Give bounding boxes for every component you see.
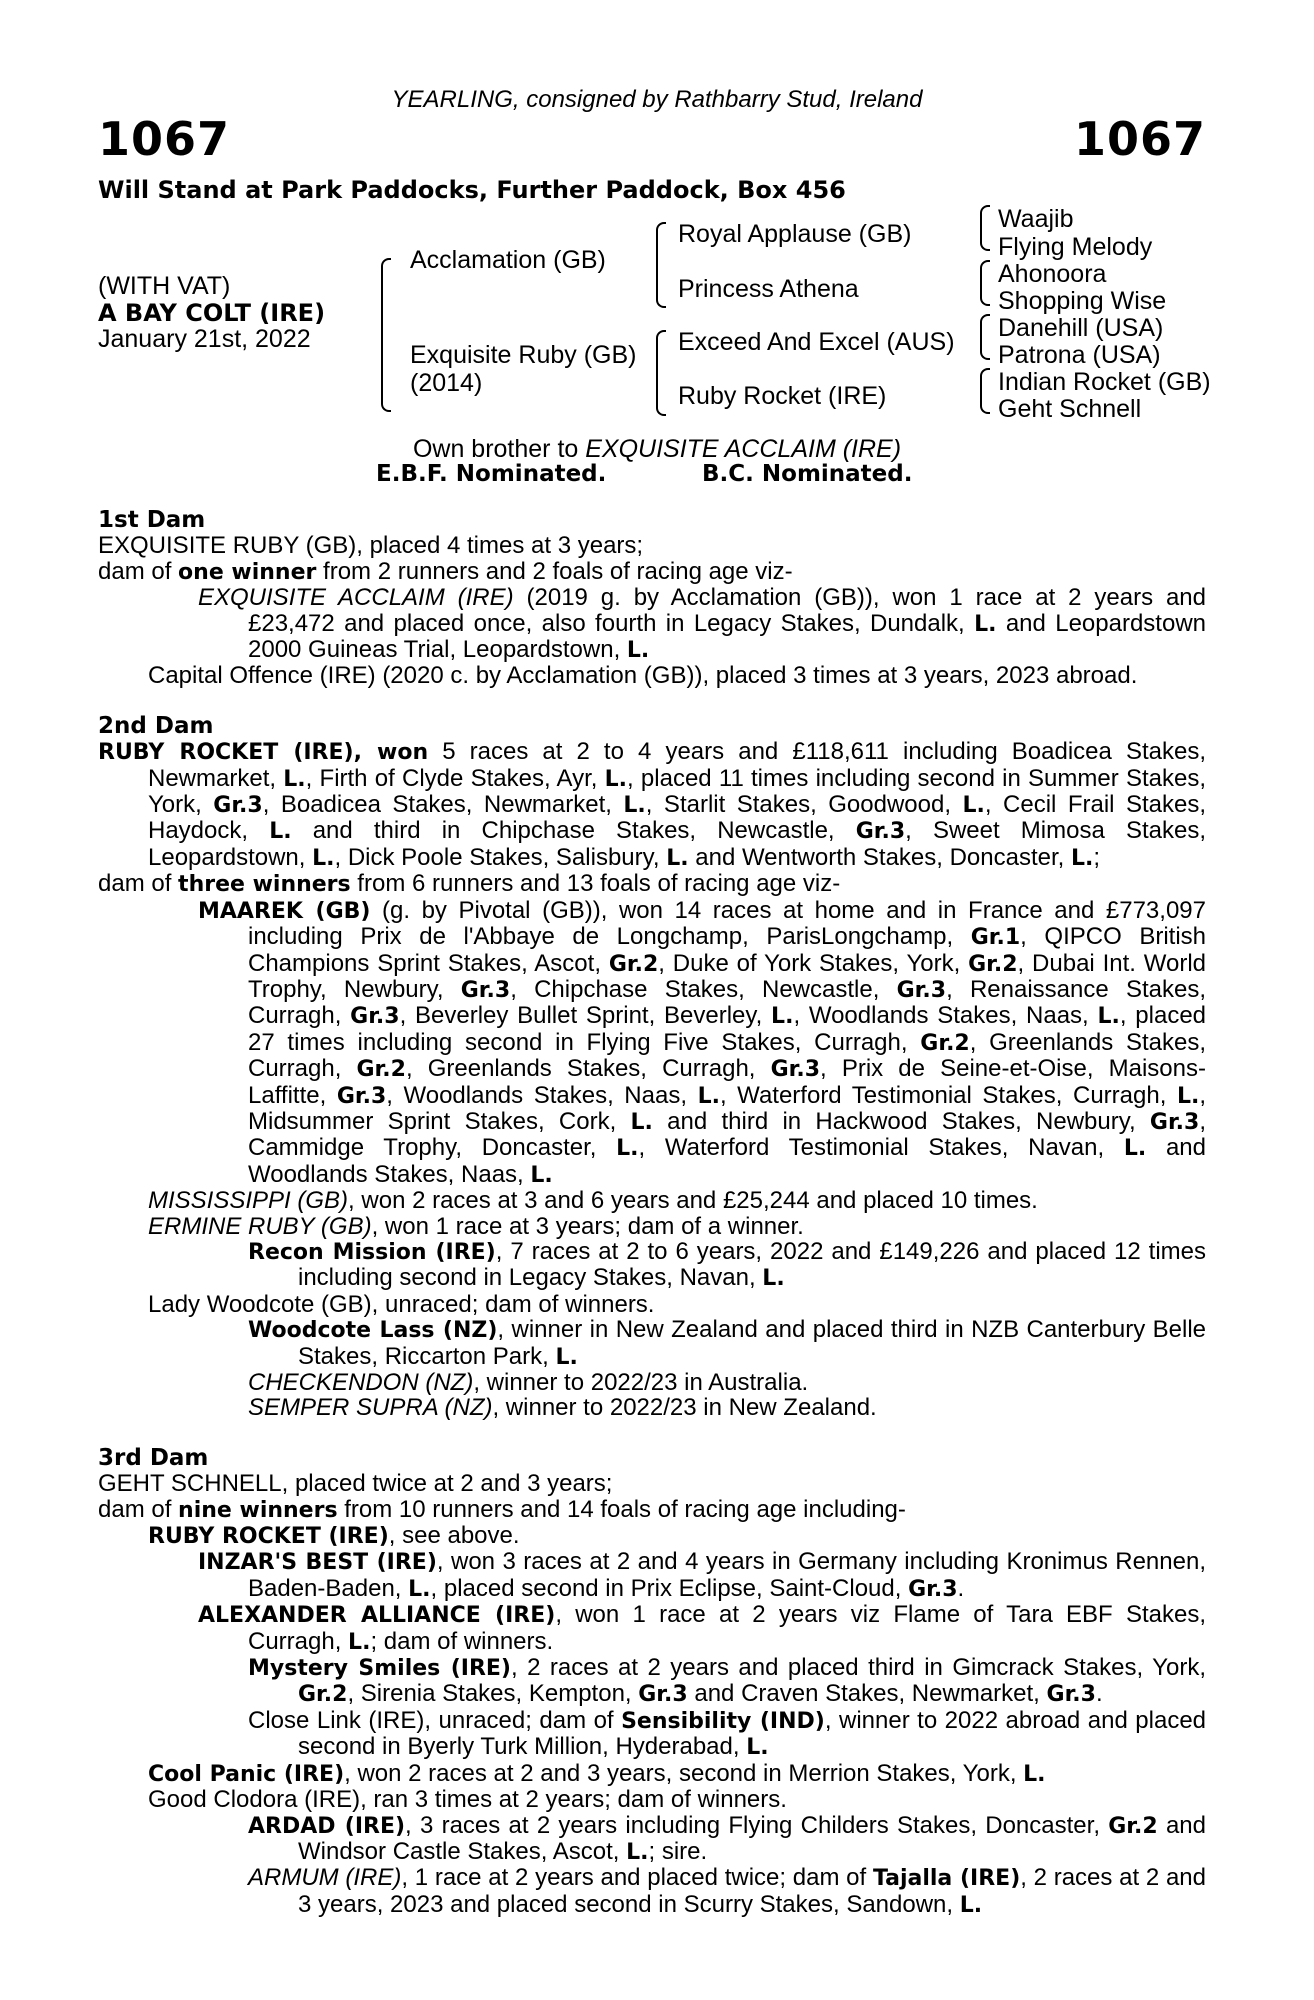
- third-dam-entry-alexander-alliance: ALEXANDER ALLIANCE (IRE), won 1 race at 2 years viz Flame of Tara EBF Stakes, Curragh, L.; dam of winners.: [198, 1601, 1207, 1655]
- pedigree-brace-sire: [656, 222, 666, 308]
- dam-name: Exquisite Ruby (GB): [410, 341, 637, 369]
- sire-dam-name: Princess Athena: [678, 275, 859, 303]
- great-grandsire-2: Ahonoora: [998, 260, 1107, 288]
- third-dam-entry-inzars-best: INZAR'S BEST (IRE), won 3 races at 2 and 4 years in Germany including Kronimus Rennen, Baden-Baden, L., placed second in Prix Eclipse, Saint-Cloud, Gr.3.: [198, 1548, 1206, 1602]
- first-dam-produce-summary: dam of one winner from 2 runners and 2 foals of racing age viz-: [98, 557, 793, 585]
- sire-name: Acclamation (GB): [410, 246, 606, 274]
- second-dam-entry-checkendon: CHECKENDON (NZ), winner to 2022/23 in Australia.: [248, 1369, 809, 1396]
- third-dam-entry-ardad: ARDAD (IRE), 3 races at 2 years including Flying Childers Stakes, Doncaster, Gr.2 and Windsor Castle Stakes, Ascot, L.; sire.: [248, 1811, 1206, 1865]
- second-dam-record: RUBY ROCKET (IRE), won 5 races at 2 to 4 years and £118,611 including Boadicea Stakes, Newmarket, L., Firth of Clyde Stakes, Ayr, L., placed 11 times including second in Summer Stakes, York, Gr.3, Boadicea Stakes, Newmarket, L., Starlit Stakes, Goodwood, L., Cecil Frail Stakes, Haydock, L. and third in Chipchase Stakes, Newcastle, Gr.3, Sweet Mimosa Stakes, Leopardstown, L., Dick Poole Stakes, Salisbury, L. and Wentworth Stakes, Doncaster, L.;: [98, 738, 1206, 871]
- lot-number-left: 1067: [98, 112, 231, 166]
- third-dam-produce-summary: dam of nine winners from 10 runners and 14 foals of racing age including-: [98, 1495, 906, 1523]
- second-dam-entry-woodcote-lass: Woodcote Lass (NZ), winner in New Zealand and placed third in NZB Canterbury Belle Stakes, Riccarton Park, L.: [248, 1316, 1207, 1370]
- consignor-subtitle: YEARLING, consigned by Rathbarry Stud, Ireland: [391, 86, 923, 113]
- horse-dob: January 21st, 2022: [98, 325, 311, 353]
- third-dam-heading: 3rd Dam: [98, 1444, 209, 1471]
- great-granddam-4: Geht Schnell: [998, 395, 1142, 423]
- pedigree-brace-main: [381, 258, 391, 412]
- second-dam-entry-ermine-ruby: ERMINE RUBY (GB), won 1 race at 3 years; dam of a winner.: [148, 1212, 804, 1240]
- second-dam-heading: 2nd Dam: [98, 712, 214, 739]
- third-dam-entry-close-link: Close Link (IRE), unraced; dam of Sensibility (IND), winner to 2022 abroad and placed second in Byerly Turk Million, Hyderabad, L.: [248, 1706, 1207, 1761]
- third-dam-line: GEHT SCHNELL, placed twice at 2 and 3 years;: [98, 1470, 613, 1498]
- lot-number-right: 1067: [1073, 112, 1206, 166]
- pedigree-brace-g1: [980, 205, 990, 251]
- second-dam-entry-mississippi: MISSISSIPPI (GB), won 2 races at 3 and 6 years and £25,244 and placed 10 times.: [148, 1187, 1038, 1215]
- second-dam-entry-lady-woodcote: Lady Woodcote (GB), unraced; dam of winners.: [148, 1290, 655, 1318]
- dam-foaled-year: (2014): [410, 369, 483, 397]
- own-brother-note: Own brother to EXQUISITE ACCLAIM (IRE): [412, 435, 902, 463]
- second-dam-produce-summary: dam of three winners from 6 runners and 13 foals of racing age viz-: [98, 870, 841, 898]
- stand-location: Will Stand at Park Paddocks, Further Paddock, Box 456: [98, 176, 846, 204]
- third-dam-entry-good-clodora: Good Clodora (IRE), ran 3 times at 2 years; dam of winners.: [148, 1786, 787, 1814]
- vat-note: (WITH VAT): [98, 272, 231, 300]
- first-dam-entry-2: Capital Offence (IRE) (2020 c. by Acclamation (GB)), placed 3 times at 3 years, 2023 abroad.: [148, 662, 1138, 690]
- pedigree-brace-g2: [980, 260, 990, 306]
- pedigree-brace-g4: [980, 368, 990, 414]
- ebf-nominated: E.B.F. Nominated.: [376, 461, 607, 487]
- third-dam-entry-cool-panic: Cool Panic (IRE), won 2 races at 2 and 3 years, second in Merrion Stakes, York, L.: [148, 1759, 1046, 1787]
- second-dam-entry-maarek: MAAREK (GB) (g. by Pivotal (GB)), won 14 races at home and in France and £773,097 including Prix de l'Abbaye de Longchamp, ParisLongchamp, Gr.1, QIPCO British Champions Sprint Stakes, Ascot, Gr.2, Duke of York Stakes, York, Gr.2, Dubai Int. World Trophy, Newbury, Gr.3, Chipchase Stakes, Newcastle, Gr.3, Renaissance Stakes, Curragh, Gr.3, Beverley Bullet Sprint, Beverley, L., Woodlands Stakes, Naas, L., placed 27 times including second in Flying Five Stakes, Curragh, Gr.2, Greenlands Stakes, Curragh, Gr.2, Greenlands Stakes, Curragh, Gr.3, Prix de Seine-et-Oise, Maisons-Laffitte, Gr.3, Woodlands Stakes, Naas, L., Waterford Testimonial Stakes, Curragh, L., Midsummer Sprint Stakes, Cork, L. and third in Hackwood Stakes, Newbury, Gr.3, Cammidge Trophy, Doncaster, L., Waterford Testimonial Stakes, Navan, L. and Woodlands Stakes, Naas, L.: [198, 896, 1207, 1188]
- dam-sire-name: Exceed And Excel (AUS): [678, 328, 955, 356]
- third-dam-entry-mystery-smiles: Mystery Smiles (IRE), 2 races at 2 years and placed third in Gimcrack Stakes, York, Gr.2, Sirenia Stakes, Kempton, Gr.3 and Craven Stakes, Newmarket, Gr.3.: [248, 1654, 1206, 1708]
- produce-record: [98, 508, 1206, 1918]
- pedigree-brace-g3: [980, 314, 990, 360]
- great-grandsire-3: Danehill (USA): [998, 314, 1164, 342]
- first-dam-heading: 1st Dam: [98, 507, 206, 533]
- first-dam-entry-1: EXQUISITE ACCLAIM (IRE) (2019 g. by Acclamation (GB)), won 1 race at 2 years and £23,472 and placed once, also fourth in Legacy Stakes, Dundalk, L. and Leopardstown 2000 Guineas Trial, Leopardstown, L.: [198, 584, 1207, 664]
- third-dam-entry-armum: ARMUM (IRE), 1 race at 2 years and placed twice; dam of Tajalla (IRE), 2 races at 2 and 3 years, 2023 and placed second in Scurry Stakes, Sandown, L.: [248, 1864, 1206, 1918]
- sire-sire-name: Royal Applause (GB): [678, 220, 912, 248]
- second-dam-entry-recon-mission: Recon Mission (IRE), 7 races at 2 to 6 years, 2022 and £149,226 and placed 12 times including second in Legacy Stakes, Navan, L.: [248, 1237, 1206, 1292]
- second-dam-entry-semper-supra: SEMPER SUPRA (NZ), winner to 2022/23 in New Zealand.: [248, 1394, 877, 1422]
- great-grandsire-1: Waajib: [998, 205, 1074, 233]
- great-grandsire-4: Indian Rocket (GB): [998, 368, 1211, 396]
- horse-name: A BAY COLT (IRE): [98, 299, 326, 327]
- great-granddam-2: Shopping Wise: [998, 287, 1167, 315]
- great-granddam-1: Flying Melody: [998, 233, 1153, 261]
- third-dam-entry-ruby-rocket: RUBY ROCKET (IRE), see above.: [148, 1522, 520, 1550]
- dam-dam-name: Ruby Rocket (IRE): [678, 382, 887, 410]
- bc-nominated: B.C. Nominated.: [702, 461, 913, 487]
- pedigree-brace-dam: [656, 330, 666, 416]
- first-dam-line: EXQUISITE RUBY (GB), placed 4 times at 3 years;: [98, 532, 644, 560]
- great-granddam-3: Patrona (USA): [998, 341, 1161, 369]
